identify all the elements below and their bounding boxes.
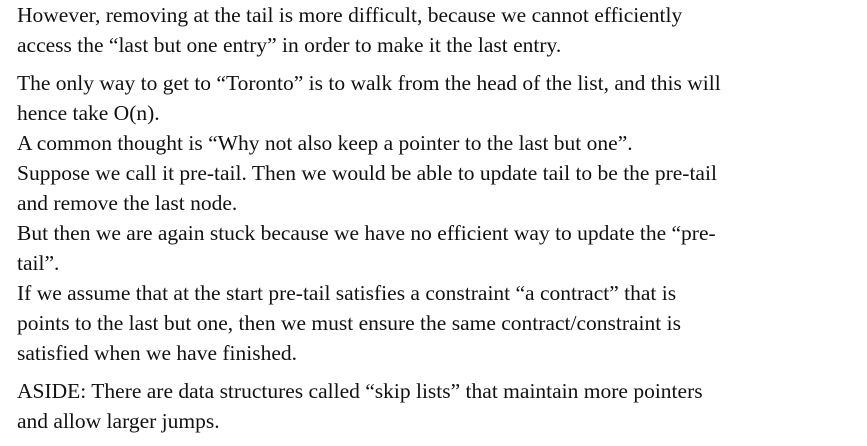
text-line: and allow larger jumps. xyxy=(17,409,220,433)
paragraph-aside-skip-lists xyxy=(17,376,862,436)
text-line: hence take O(n). xyxy=(17,101,160,125)
text-line: If we assume that at the start pre-tail satisfies a constraint “a contract” that is xyxy=(17,281,677,305)
text-line: satisfied when we have finished. xyxy=(17,341,298,365)
text-line: But then we are again stuck because we have no efficient way to update the “pre- xyxy=(17,221,716,245)
text-line: ASIDE: There are data structures called “skip lists” that maintain more pointers xyxy=(17,379,703,403)
paragraph-pre-tail-discussion xyxy=(17,68,862,368)
text-line: Suppose we call it pre-tail. Then we would be able to update tail to be the pre-tail xyxy=(17,161,717,185)
text-line: and remove the last node. xyxy=(17,191,238,215)
text-line: points to the last but one, then we must ensure the same contract/constraint is xyxy=(17,311,681,335)
text-line: access the “last but one entry” in order to make it the last entry. xyxy=(17,33,562,57)
text-line: The only way to get to “Toronto” is to walk from the head of the list, and this will xyxy=(17,71,721,95)
document-body xyxy=(17,0,862,436)
text-line: However, removing at the tail is more difficult, because we cannot efficiently xyxy=(17,3,683,27)
paragraph-tail-removal xyxy=(17,0,862,60)
text-line: A common thought is “Why not also keep a pointer to the last but one”. xyxy=(17,131,633,155)
text-line: tail”. xyxy=(17,251,60,275)
